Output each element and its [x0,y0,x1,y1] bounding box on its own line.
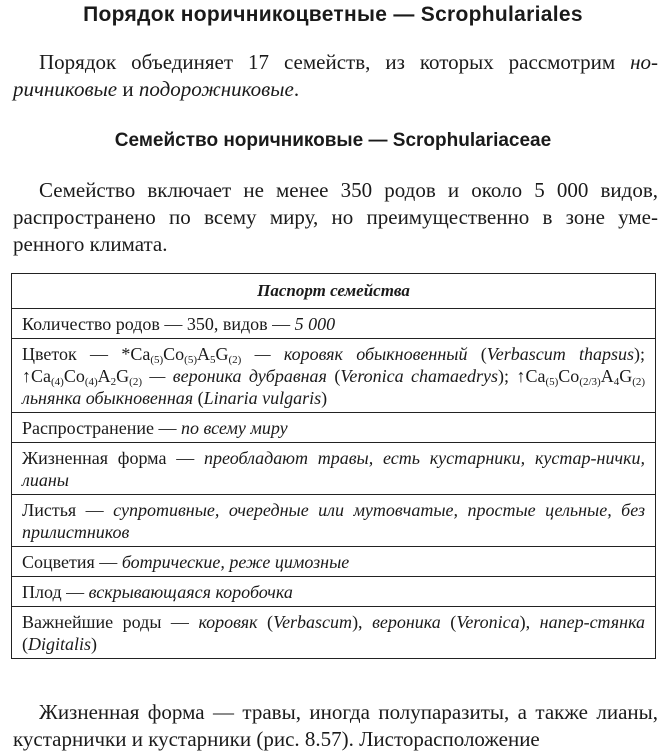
flower-formula-1: $*Ca_{(5)}Co_{(5)}A_5G_{(2)}$ [121,344,242,366]
row-life-form-label: Жизненная форма — [22,448,204,468]
row-fruit-value: вскрывающаяся коробочка [88,582,293,602]
flower-formula-2: $↑Ca_{(4)}Co_{(4)}A_2G_{(2)}$ [22,366,142,388]
flower-latin-2: Veronica chamaedrys [340,366,499,386]
row-count [12,309,656,339]
genus-3-latin: Digitalis [28,634,92,654]
order-conjunction: и [117,77,139,101]
genus-2-latin: Veronica [456,612,520,632]
row-genera-cell: Важнейшие роды — коровяк (Verbascum), вероника (Veronica), напер-стянка (Digitalis) [12,607,656,659]
row-inflorescence-cell [12,547,656,577]
row-count-value: 5 000 [294,314,336,334]
row-inflorescence-label: Соцветия — [22,552,122,572]
row-distribution-value: по всему миру [181,418,288,438]
row-flower-label: Цветок — [22,344,122,364]
row-count-cell [12,309,656,339]
flower-formula-3: $↑Ca_{(5)}Co_{(2/3)}A_4G_{(2)}$ [516,366,646,388]
order-family-2: подорожниковые [138,77,294,101]
order-period: . [293,77,300,101]
passport-header-row [12,274,656,309]
row-count-label: Количество родов — 350, видов — [22,314,295,334]
row-distribution-label: Распространение — [22,418,182,438]
row-leaves [12,495,656,547]
row-flower-cell: Цветок — $*Ca_{(5)}Co_{(5)}A_5G_{(2)}$ — коровяк обыкновенный (Verbascum thapsus); $↑Ca_{(4)}Co_{(4)}A_2G_{(2)}$ — вероника дубравная (Veronica chamaedrys); $↑Ca_{(5)}Co_{(2/3)}A_4G_{(2)}$ льнянка обыкновенная (Linaria vulgaris) [12,339,656,413]
row-leaves-label: Листья — [22,500,114,520]
row-life-form [12,443,656,495]
row-distribution-cell [12,413,656,443]
passport-table [11,273,656,659]
row-leaves-cell [12,495,656,547]
row-inflorescence-value: ботрические, реже цимозные [121,552,350,572]
family-heading: Семейство норичниковые — Scrophulariaceae [114,130,552,151]
row-genera [12,607,656,659]
row-fruit [12,577,656,607]
order-family-1: но-ричниковые [13,50,658,101]
flower-name-1: — коровяк обыкновенный [241,344,468,364]
genus-3: напер-стянка [539,612,646,632]
row-flower [12,339,656,413]
flower-name-2: — вероника дубравная [142,366,327,386]
order-paragraph [13,49,658,103]
row-genera-label: Важнейшие роды — [22,612,199,632]
order-paragraph-text: Порядок объединяет 17 семейств, из которых рассмотрим [39,50,631,74]
row-leaves-value: супротивные, очередные или мутовчатые, простые цельные, без прилистников [22,500,645,542]
row-life-form-value: преобладают травы, есть кустарники, кустар-нички, лианы [22,448,645,490]
flower-name-3: льнянка обыкновенная [22,388,194,408]
genus-1-latin: Verbascum [273,612,353,632]
passport-header: Паспорт семейства [12,274,656,309]
genus-2: вероника [372,612,441,632]
row-fruit-cell [12,577,656,607]
row-inflorescence [12,547,656,577]
genus-1: коровяк [198,612,258,632]
life-form-paragraph: Жизненная форма — травы, иногда полупаразиты, а также лианы, кустарнички и кустарники (рис. 8.57). Листорасположение [13,700,658,751]
row-distribution [12,413,656,443]
row-life-form-cell [12,443,656,495]
flower-latin-3: Linaria vulgaris [203,388,322,408]
order-heading: Порядок норичникоцветные — Scrophulariales [83,3,583,26]
family-paragraph: Семейство включает не менее 350 родов и около 5 000 видов, распространено по всему миру, но преимущественно в зоне уме-ренного климата. [13,178,658,256]
row-fruit-label: Плод — [22,582,89,602]
flower-latin-1: Verbascum thapsus [486,344,635,364]
